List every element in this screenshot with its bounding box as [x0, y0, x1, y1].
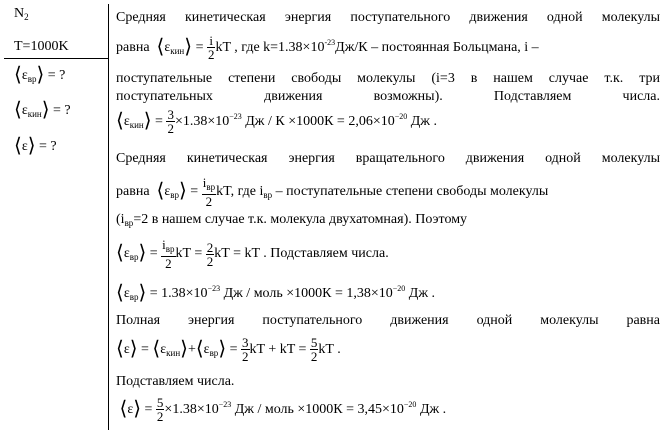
p4-line1: Подставляем числа. — [116, 374, 235, 389]
p3-line1: Полная энергия поступательного движения одной молекулы равна — [116, 313, 660, 328]
given-panel — [0, 0, 108, 435]
calc-total: ⟨ε⟩ = $\frac{5}{2}$ $\times 1.38\times 10^{-23}$ Дж / моль $\times 1000К = 3,45\times 10^{-20}$ Дж . — [119, 395, 447, 425]
p2-line2: равна $⟨\varepsilon_{вр}⟩$ = $\frac{i_{вр}}{2}$ kT, где $i_{вр}$ – поступательные степени свободы молекулы — [116, 175, 549, 209]
p1-line4: поступательных движения возможны). Подставляем числа. — [116, 89, 660, 104]
given-divider — [4, 58, 108, 59]
solution-divider — [108, 4, 109, 430]
calc-kinetic: $⟨\varepsilon_{кин}⟩$ = $\frac{3}{2}$ $\times 1.38\times 10^{-23}$ Дж / $К \times 1000К = 2,06\times 10^{-20}$ Дж . — [116, 107, 437, 137]
calc-rotational: $⟨\varepsilon_{вр}⟩ = 1.38\times 10^{-23}$ Дж / моль $\times 1000К = 1,38\times 10^{-20}$ Дж . — [116, 282, 436, 304]
p1-line1: Средняя кинетическая энергия поступательного движения одной молекулы — [116, 10, 660, 25]
given-question-rotational: $⟨\varepsilon_{вр}⟩$ = ? — [14, 64, 66, 86]
p2-line1: Средняя кинетическая энергия вращательного движения одной молекулы — [116, 151, 660, 166]
calc-total-formula: ⟨ε⟩ = $⟨\varepsilon_{кин}⟩+⟨\varepsilon_{вр}⟩$ = $\frac{3}{2}$ kT + kT = $\frac{5}{2}$ kT . — [116, 335, 341, 365]
given-question-total: ⟨ε⟩ = ? — [14, 135, 57, 157]
given-temperature: T=1000K — [14, 39, 69, 54]
fraction-i-over-2: $\frac{i}{2}$ — [207, 33, 215, 63]
p2-line3: ($i_{вр}=2$ в нашем случае т.к. молекула двухатомная). Поэтому — [116, 212, 468, 228]
given-gas — [14, 6, 29, 22]
given-question-kinetic: $⟨\varepsilon_{кин}⟩$ = ? — [14, 99, 71, 121]
p1-line3: поступательные степени свободы молекулы (i=3 в нашем случае т.к. три — [116, 71, 660, 86]
gas-subscript: 2 — [24, 12, 29, 22]
calc-rot-formula: $⟨\varepsilon_{вр}⟩$ = $\frac{i_{вр}}{2}$ kT = $\frac{2}{2}$ kT = kT . Подставляем числа. — [116, 237, 389, 271]
gas-symbol: N — [14, 6, 25, 21]
p1-line2: равна $⟨\varepsilon_{кин}⟩$ = $\frac{i}{2}$ kT , где $k=1.38\times 10^{-23}Дж/К$ – постоянная Больцмана, i – — [116, 33, 539, 63]
